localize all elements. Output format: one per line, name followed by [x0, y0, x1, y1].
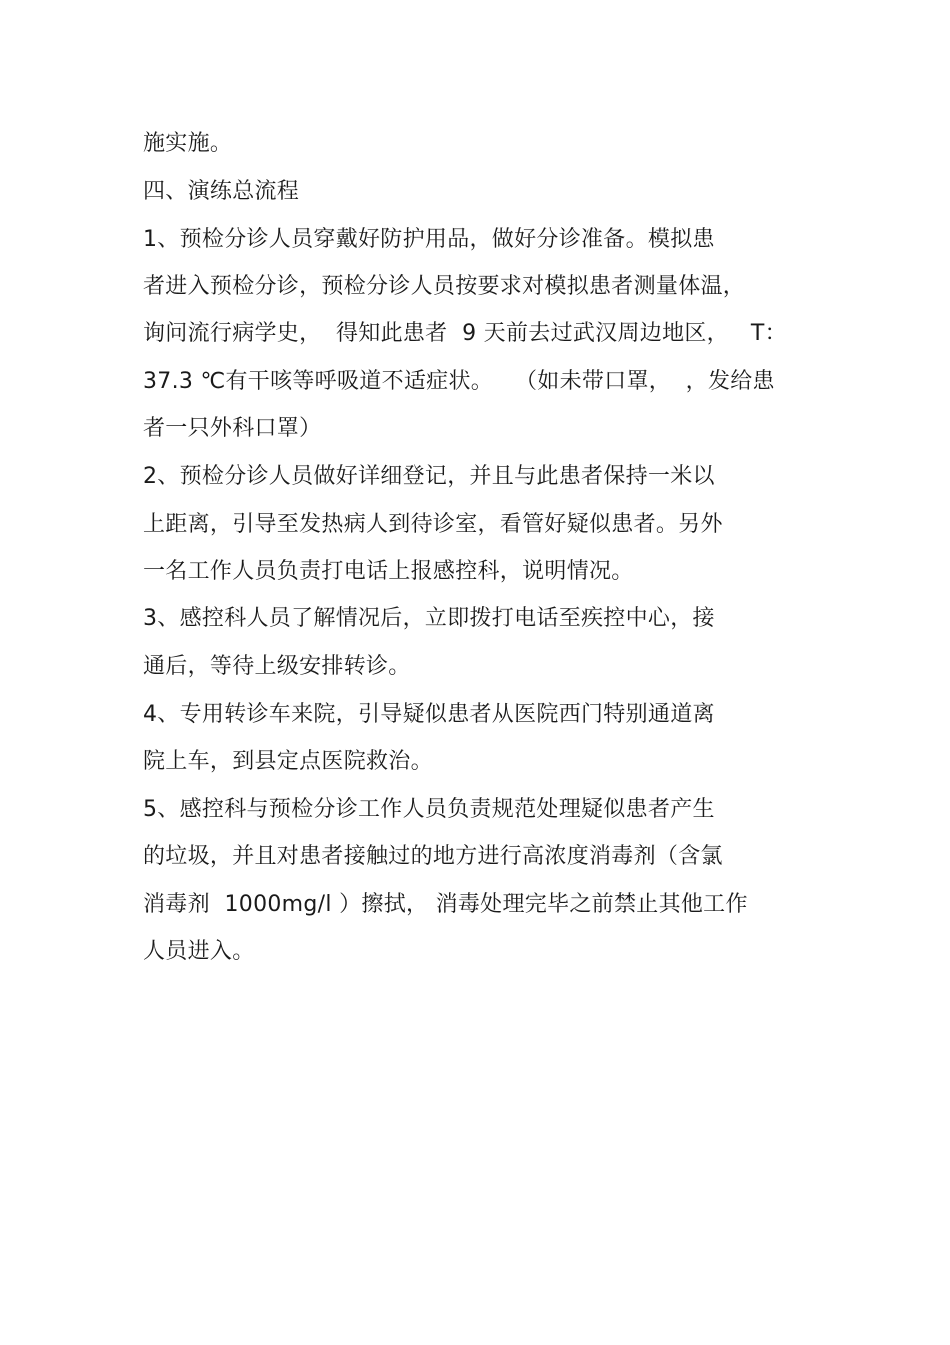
text-line-12: 通后，等待上级安排转诊。 [143, 654, 411, 679]
text-line-6: 37.3 ℃有干咳等呼吸道不适症状。 （如未带口罩， ，发给患 [143, 369, 775, 394]
text-line-1: 施实施。 [143, 131, 233, 156]
text-line-11: 3、感控科人员了解情况后，立即拨打电话至疾控中心，接 [143, 606, 715, 631]
text-line-7: 者一只外科口罩） [143, 416, 322, 441]
text-line-9: 上距离，引导至发热病人到待诊室，看管好疑似患者。另外 [143, 512, 723, 537]
text-line-15: 5、感控科与预检分诊工作人员负责规范处理疑似患者产生 [143, 797, 715, 822]
text-line-16: 的垃圾，并且对患者接触过的地方进行高浓度消毒剂（含氯 [143, 844, 723, 869]
text-line-4: 者进入预检分诊，预检分诊人员按要求对模拟患者测量体温， [143, 274, 746, 299]
text-line-3: 1、预检分诊人员穿戴好防护用品，做好分诊准备。模拟患 [143, 227, 715, 252]
section-heading: 四、演练总流程 [143, 179, 300, 204]
text-line-18: 人员进入。 [143, 939, 255, 964]
text-line-8: 2、预检分诊人员做好详细登记，并且与此患者保持一米以 [143, 464, 715, 489]
text-line-10: 一名工作人员负责打电话上报感控科，说明情况。 [143, 559, 634, 584]
text-line-5: 询问流行病学史， 得知此患者 9 天前去过武汉周边地区， T： [143, 321, 787, 346]
text-line-17: 消毒剂 1000mg/l ）擦拭， 消毒处理完毕之前禁止其他工作 [143, 892, 748, 917]
text-line-14: 院上车，到县定点医院救治。 [143, 749, 433, 774]
text-line-13: 4、专用转诊车来院，引导疑似患者从医院西门特别通道离 [143, 702, 715, 727]
